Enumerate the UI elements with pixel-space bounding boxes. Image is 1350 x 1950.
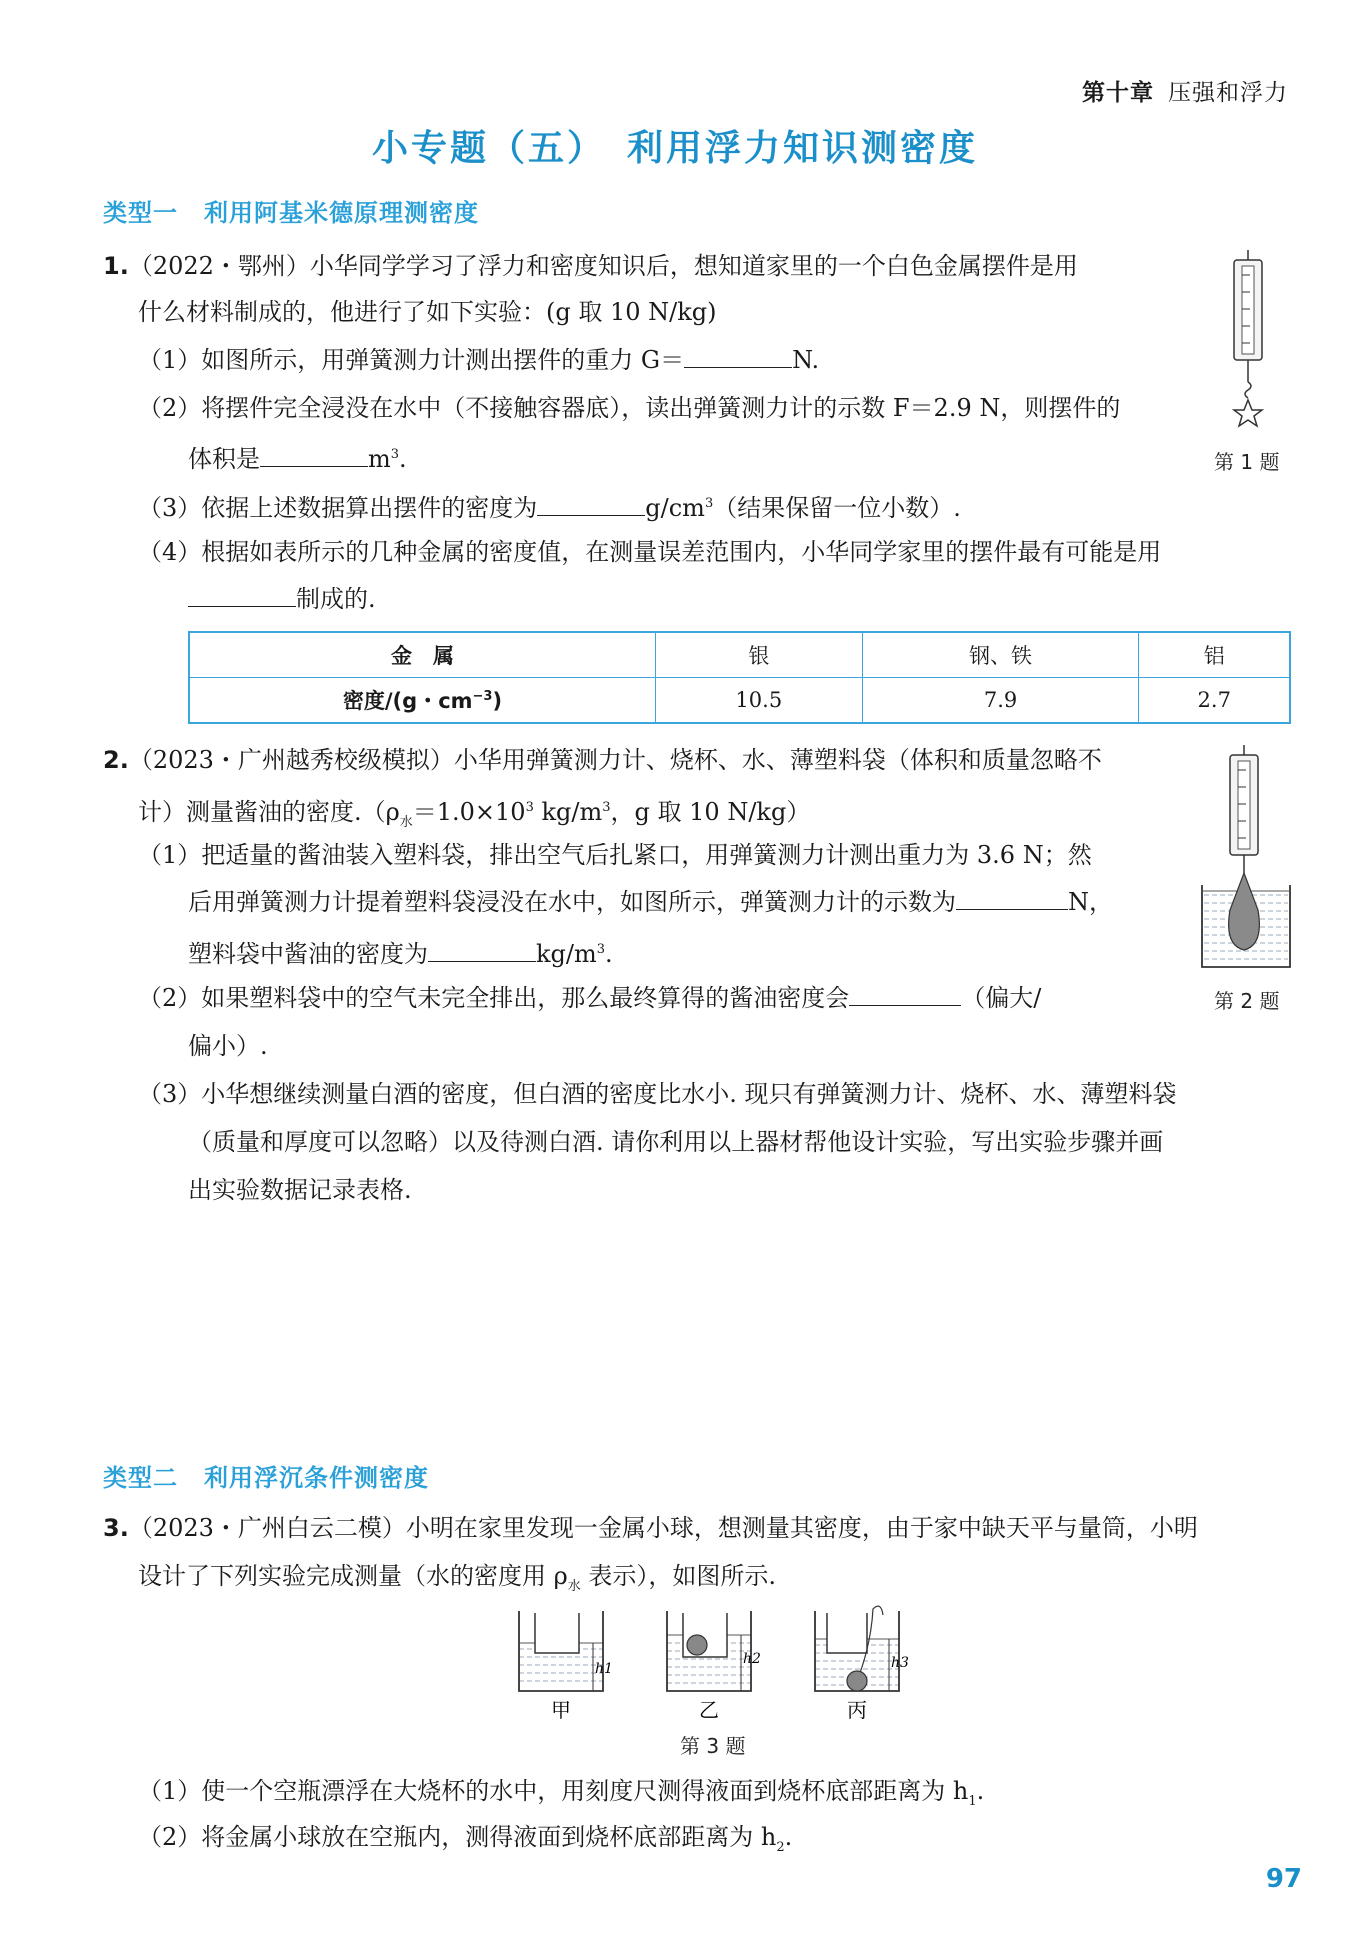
metal-density-table xyxy=(188,631,1291,724)
table-header: 金 属 xyxy=(189,632,656,678)
chapter-topic: 压强和浮力 xyxy=(1168,80,1288,106)
q2-text: kg/m xyxy=(533,798,603,826)
section-label: 类型一 xyxy=(103,199,178,227)
q1-part-3 xyxy=(138,489,961,523)
q2-line-2 xyxy=(138,793,810,838)
unit: N. xyxy=(792,346,820,374)
superscript: 3 xyxy=(602,800,611,815)
answer-blank[interactable] xyxy=(684,345,792,368)
q1-part-2: （2）将摆件完全浸没在水中（不接触容器底），读出弹簧测力计的示数 F＝2.9 N，则摆件的 xyxy=(138,394,1121,422)
figure-label-jia: 甲 xyxy=(551,1698,571,1720)
q1-part-1 xyxy=(138,345,819,375)
section-heading-2 xyxy=(103,1458,429,1493)
unit: N， xyxy=(1068,888,1113,916)
table-cell: 铝 xyxy=(1139,632,1290,678)
subscript: 2 xyxy=(776,1839,785,1855)
q1-part-4: （4）根据如表所示的几种金属的密度值，在测量误差范围内，小华同学家里的摆件最有可能是用 xyxy=(138,538,1162,566)
beaker-yi xyxy=(667,1611,761,1691)
figure-caption: 第 1 题 xyxy=(1214,450,1280,474)
q2-part-1-text: 后用弹簧测力计提着塑料袋浸没在水中，如图所示，弹簧测力计的示数为 xyxy=(188,888,956,916)
chapter-header xyxy=(1082,74,1288,107)
question-number: 3. xyxy=(103,1514,129,1542)
q2-part-1-cont2 xyxy=(188,935,613,969)
table-cell: 钢、铁 xyxy=(862,632,1139,678)
subscript: 水 xyxy=(567,1578,581,1594)
q3-text: 设计了下列实验完成测量（水的密度用 ρ xyxy=(138,1562,568,1590)
q1-line-2: 什么材料制成的，他进行了如下实验：(g 取 10 N/kg) xyxy=(138,298,717,326)
q2-text: ＝1.0×10 xyxy=(412,798,526,826)
answer-blank[interactable] xyxy=(956,887,1068,910)
answer-blank[interactable] xyxy=(537,493,645,516)
figure-label-yi: 乙 xyxy=(699,1698,719,1720)
beaker-jia xyxy=(519,1611,613,1691)
table-cell: 2.7 xyxy=(1139,678,1290,724)
q2-part-3-cont2: 出实验数据记录表格. xyxy=(188,1176,412,1204)
superscript: 3 xyxy=(390,447,400,462)
q3-part-1-text: （1）使一个空瓶漂浮在大烧杯的水中，用刻度尺测得液面到烧杯底部距离为 h xyxy=(138,1777,969,1805)
q3-line-2 xyxy=(138,1561,776,1602)
page-number: 97 xyxy=(1265,1864,1302,1894)
q2-part-2-text: （2）如果塑料袋中的空气未完全排出，那么最终算得的酱油密度会 xyxy=(138,984,850,1012)
unit: m xyxy=(368,445,391,473)
h3-label: h3 xyxy=(891,1655,909,1671)
period: . xyxy=(399,445,407,473)
chapter-number: 第十章 xyxy=(1082,80,1154,106)
answer-blank[interactable] xyxy=(428,939,536,962)
period: . xyxy=(976,1777,985,1805)
answer-blank[interactable] xyxy=(260,444,368,467)
q2-part-3: （3）小华想继续测量白酒的密度，但白酒的密度比水小. 现只有弹簧测力计、烧杯、水、薄塑料袋 xyxy=(138,1080,1177,1108)
q1-part-1-text: （1）如图所示，用弹簧测力计测出摆件的重力 G＝ xyxy=(138,346,685,374)
q2-part-3-cont: （质量和厚度可以忽略）以及待测白酒. 请你利用以上器材帮他设计实验，写出实验步骤并画 xyxy=(188,1128,1164,1156)
superscript: −3 xyxy=(472,689,493,704)
section-text: 利用阿基米德原理测密度 xyxy=(204,199,479,227)
q2-part-1: （1）把适量的酱油装入塑料袋，排出空气后扎紧口，用弹簧测力计测出重力为 3.6 N；然 xyxy=(138,841,1092,869)
superscript: 3 xyxy=(525,800,534,815)
section-label: 类型二 xyxy=(103,1464,178,1492)
period: . xyxy=(784,1823,793,1851)
superscript: 3 xyxy=(704,496,714,511)
spring-scale-figure-1 xyxy=(1220,250,1280,440)
q3-line-1 xyxy=(103,1513,1198,1543)
q1-part-2-cont xyxy=(188,440,407,474)
table-cell: 10.5 xyxy=(656,678,863,724)
q3-part-1 xyxy=(138,1776,984,1817)
paren: ) xyxy=(492,689,503,713)
q2-stem: （2023・广州越秀校级模拟）小华用弹簧测力计、烧杯、水、薄塑料袋（体积和质量忽略不 xyxy=(128,746,1102,774)
figure-label-bing: 丙 xyxy=(847,1698,867,1720)
beaker-figures xyxy=(505,1605,925,1720)
q1-line-1 xyxy=(103,251,1078,281)
q1-source: （2022・鄂州） xyxy=(128,252,310,280)
table-row xyxy=(189,632,1290,678)
table-header xyxy=(189,678,656,724)
q3-part-2-text: （2）将金属小球放在空瓶内，测得液面到烧杯底部距离为 h xyxy=(138,1823,777,1851)
note: （结果保留一位小数）. xyxy=(713,494,961,522)
page-title: 小专题（五） 利用浮力知识测密度 xyxy=(371,128,978,169)
unit: g/cm xyxy=(645,494,705,522)
q2-part-2 xyxy=(138,983,1041,1013)
section-text: 利用浮沉条件测密度 xyxy=(204,1464,429,1492)
answer-blank[interactable] xyxy=(849,983,961,1006)
table-row xyxy=(189,678,1290,724)
unit: kg/m xyxy=(536,940,597,968)
spring-scale-beaker-figure xyxy=(1196,745,1296,975)
superscript: 3 xyxy=(596,942,606,957)
q2-part-2-cont: 偏小）. xyxy=(188,1032,268,1060)
q1-part-3-text: （3）依据上述数据算出摆件的密度为 xyxy=(138,494,538,522)
section-heading-1 xyxy=(103,193,479,228)
question-number: 2. xyxy=(103,746,129,774)
period: . xyxy=(605,940,613,968)
density-label: 密度/(g・cm xyxy=(342,689,473,713)
h2-label: h2 xyxy=(743,1651,761,1667)
answer-blank[interactable] xyxy=(188,584,296,607)
subscript: 1 xyxy=(968,1793,977,1809)
figure-caption: 第 3 题 xyxy=(680,1734,746,1758)
q3-text: 表示），如图所示. xyxy=(580,1562,777,1590)
subscript: 水 xyxy=(399,814,413,830)
q1-stem: 小华同学学习了浮力和密度知识后，想知道家里的一个白色金属摆件是用 xyxy=(309,252,1078,280)
option: （偏大/ xyxy=(961,984,1042,1012)
q2-part-1-text: 塑料袋中酱油的密度为 xyxy=(188,940,428,968)
figure-caption: 第 2 题 xyxy=(1214,989,1280,1013)
table-cell: 7.9 xyxy=(862,678,1139,724)
q2-line-1 xyxy=(103,745,1102,775)
q2-text: ，g 取 10 N/kg） xyxy=(610,798,811,826)
q1-part-4-text: 制成的. xyxy=(296,585,376,613)
table-cell: 银 xyxy=(656,632,863,678)
beaker-bing xyxy=(815,1606,909,1691)
h1-label: h1 xyxy=(595,1661,613,1677)
q2-part-1-cont xyxy=(188,887,1113,917)
q3-stem: （2023・广州白云二模）小明在家里发现一金属小球，想测量其密度，由于家中缺天平与量筒，小明 xyxy=(128,1514,1198,1542)
q3-part-2 xyxy=(138,1822,792,1863)
q2-text: 计）测量酱油的密度.（ρ xyxy=(138,798,400,826)
q1-part-2-text: 体积是 xyxy=(188,445,260,473)
question-number: 1. xyxy=(103,252,129,280)
q1-part-4-cont xyxy=(188,584,376,614)
